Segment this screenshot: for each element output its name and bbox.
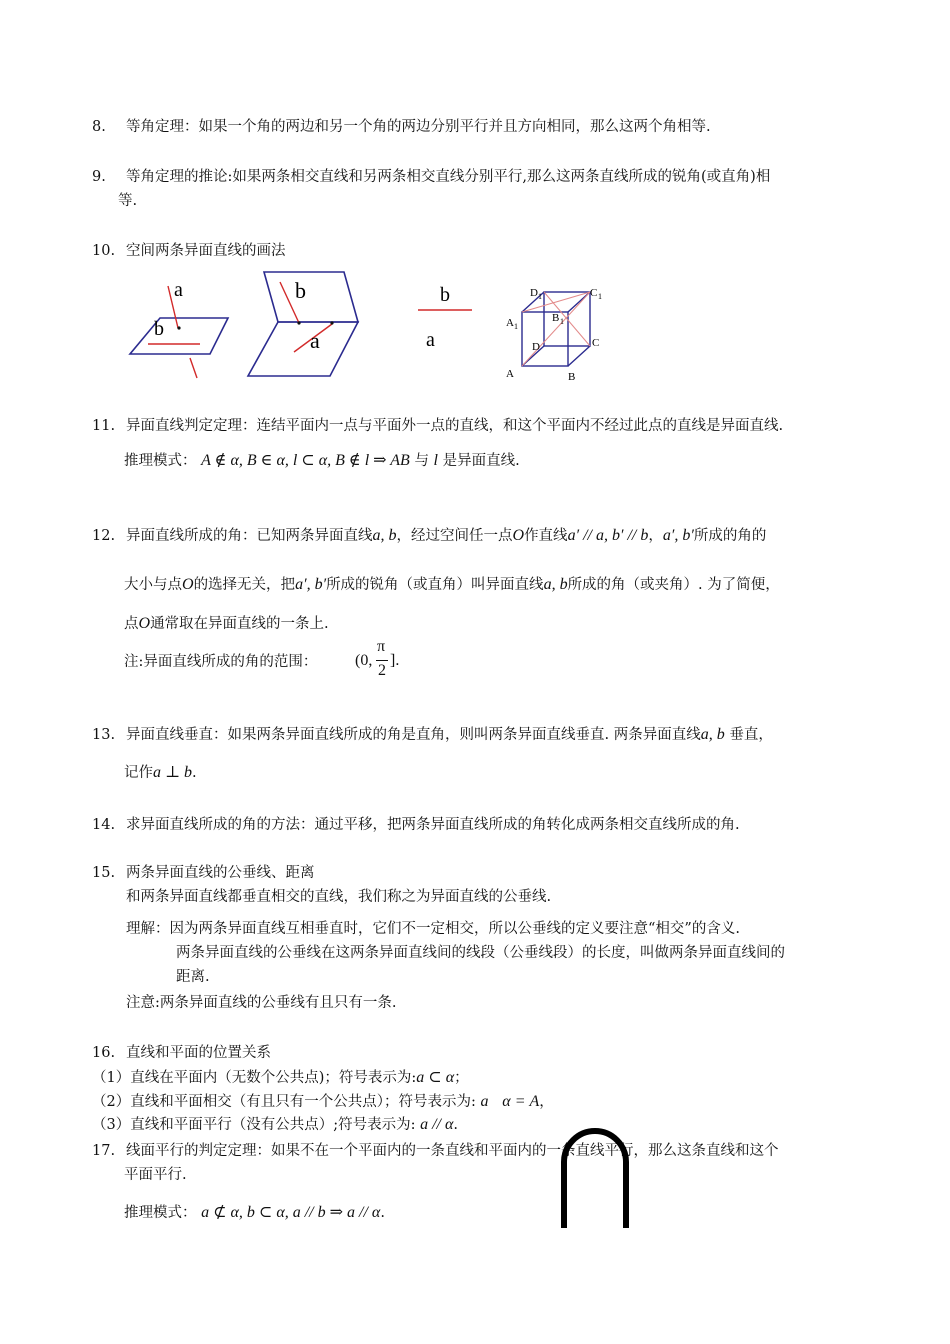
plane-shape bbox=[130, 318, 228, 354]
symbol-O: O bbox=[512, 527, 525, 544]
item-number: 17. bbox=[92, 1143, 116, 1159]
figure-two-planes bbox=[248, 272, 358, 376]
skew-lines-figure bbox=[120, 268, 620, 386]
label-D: D bbox=[532, 341, 540, 353]
item-10 bbox=[92, 241, 286, 261]
item-15-u3 bbox=[176, 967, 210, 987]
item-15-def bbox=[126, 887, 551, 907]
item-text: 空间两条异面直线的画法 bbox=[126, 243, 286, 259]
text: 点 bbox=[124, 616, 139, 632]
label-C1: C bbox=[590, 287, 598, 299]
item-number: 16. bbox=[92, 1045, 116, 1061]
item-number: 12. bbox=[92, 528, 116, 544]
lower-plane bbox=[248, 322, 358, 376]
intersection-arch-symbol bbox=[556, 1124, 634, 1230]
intersection-point bbox=[177, 326, 180, 329]
label-B: B bbox=[568, 371, 576, 383]
item-13-line2 bbox=[124, 763, 197, 783]
text: 记作 bbox=[124, 765, 153, 781]
item-9-cont bbox=[118, 191, 137, 211]
item-15-u2 bbox=[176, 943, 785, 963]
text: 异面直线所成的角：已知两条异面直线 bbox=[126, 528, 373, 544]
figure-cube bbox=[506, 287, 602, 383]
figure-plane-single bbox=[130, 279, 228, 378]
text: 的选择无关，把 bbox=[193, 577, 296, 593]
mode-label: 推理模式： bbox=[124, 1205, 197, 1221]
text: . bbox=[453, 1117, 459, 1133]
formula: a′, b′ bbox=[662, 527, 694, 544]
formula: a ⊄ α, b ⊂ α, a // b ⇒ a // α bbox=[201, 1204, 381, 1221]
item-16-case1 bbox=[92, 1068, 469, 1088]
label-a: a bbox=[426, 329, 435, 351]
item-12-line2 bbox=[124, 575, 780, 595]
point bbox=[330, 321, 333, 324]
label-A: A bbox=[506, 368, 514, 380]
text: 所成的锐角（或直角）叫异面直线 bbox=[326, 577, 544, 593]
item-number: 15. bbox=[92, 865, 116, 881]
item-16-case3 bbox=[92, 1115, 458, 1135]
item-text: 等角定理的推论:如果两条相交直线和另两条相交直线分别平行,那么这两条直线所成的锐角(或直角)相 bbox=[126, 169, 771, 185]
text: 理解：因为两条异面直线互相垂直时，它们不一定相交，所以公垂线的定义要注意“相交”的含义. bbox=[126, 921, 740, 937]
formula: A ∉ α, B ∈ α, l ⊂ α, B ∉ l ⇒ AB bbox=[201, 452, 410, 469]
text: （2）直线和平面相交（有且只有一个公共点）；符号表示为: bbox=[92, 1094, 476, 1110]
text: 通常取在异面直线的一条上. bbox=[150, 616, 329, 632]
formula: a, b bbox=[543, 576, 568, 593]
text: . bbox=[380, 1205, 385, 1221]
text: 作直线 bbox=[524, 528, 568, 544]
item-11-mode bbox=[124, 451, 520, 471]
formula: a′, b′ bbox=[295, 576, 327, 593]
item-12 bbox=[92, 526, 766, 546]
line-a-below bbox=[190, 358, 197, 378]
formula: a′ // a, b′ // b bbox=[567, 527, 649, 544]
item-text: 平面平行. bbox=[124, 1167, 187, 1183]
symbol-a: a bbox=[480, 1093, 489, 1110]
item-text: 等角定理：如果一个角的两边和另一个角的两边分别平行并且方向相同，那么这两个角相等. bbox=[126, 119, 711, 135]
mode-label: 推理模式： bbox=[124, 453, 197, 469]
point bbox=[297, 321, 300, 324]
label-b: b bbox=[440, 284, 450, 306]
symbol-O: O bbox=[182, 576, 194, 593]
label-b: b bbox=[154, 318, 164, 340]
item-title: 两条异面直线的公垂线、距离 bbox=[126, 865, 315, 881]
cube-edge bbox=[568, 346, 590, 366]
item-text: 等. bbox=[118, 193, 138, 209]
item-number: 8. bbox=[92, 119, 106, 135]
label-b: b bbox=[295, 278, 306, 303]
item-16 bbox=[92, 1043, 271, 1063]
item-11 bbox=[92, 416, 783, 436]
formula: a ⊂ α bbox=[416, 1069, 455, 1086]
item-number: 14. bbox=[92, 817, 116, 833]
text: 所成的角的 bbox=[693, 528, 767, 544]
text: 大小与点 bbox=[124, 577, 182, 593]
item-title: 直线和平面的位置关系 bbox=[126, 1045, 271, 1061]
text: ； bbox=[454, 1070, 469, 1086]
text: （3）直线和平面平行（没有公共点）;符号表示为: bbox=[92, 1117, 416, 1133]
item-text: 异面直线判定定理：连结平面内一点与平面外一点的直线，和这个平面内不经过此点的直线是异面直线. bbox=[126, 418, 784, 434]
item-text: 线面平行的判定定理：如果不在一个平面内的一条直线和平面内的一条直线平行，那么这条直线和这个 bbox=[126, 1143, 779, 1159]
text: 两条异面直线的公垂线在这两条异面直线间的线段（公垂线段）的长度，叫做两条异面直线间的 bbox=[176, 945, 785, 961]
formula: a, b bbox=[700, 726, 725, 743]
text: . bbox=[192, 765, 197, 781]
text: 是异面直线. bbox=[442, 453, 520, 469]
item-15-u1 bbox=[126, 919, 740, 939]
range-pi: π bbox=[377, 638, 386, 655]
item-12-note bbox=[124, 652, 317, 672]
label-B1-sub: 1 bbox=[560, 317, 564, 326]
label-a: a bbox=[174, 279, 183, 301]
item-8 bbox=[92, 117, 711, 137]
item-number: 11. bbox=[92, 418, 116, 434]
label-C: C bbox=[592, 337, 600, 349]
item-15 bbox=[92, 863, 315, 883]
label-C1-sub: 1 bbox=[598, 292, 602, 301]
formula: α = A bbox=[502, 1093, 540, 1110]
text: 距离. bbox=[176, 969, 210, 985]
item-9 bbox=[92, 167, 770, 187]
note-text: 注:异面直线所成的角的范围： bbox=[124, 654, 318, 670]
item-17 bbox=[92, 1141, 779, 1161]
item-number: 13. bbox=[92, 727, 116, 743]
item-number: 9. bbox=[92, 169, 106, 185]
item-15-note bbox=[126, 993, 397, 1013]
item-text: 求异面直线所成的角的方法：通过平移，把两条异面直线所成的角转化成两条相交直线所成的角. bbox=[126, 817, 740, 833]
formula: a, b bbox=[372, 527, 397, 544]
item-16-case2 bbox=[92, 1092, 554, 1112]
text: 与 bbox=[414, 453, 429, 469]
fraction-bar bbox=[376, 660, 388, 661]
upper-plane bbox=[264, 272, 358, 322]
definition: 和两条异面直线都垂直相交的直线，我们称之为异面直线的公垂线. bbox=[126, 889, 552, 905]
label-B1: B bbox=[552, 312, 560, 324]
symbol-l: l bbox=[433, 452, 438, 469]
label-a: a bbox=[310, 328, 320, 353]
formula: a ⊥ b bbox=[153, 764, 193, 781]
range-open: (0, bbox=[355, 652, 373, 669]
item-17-cont bbox=[124, 1165, 187, 1185]
note-text: 注意:两条异面直线的公垂线有且只有一条. bbox=[126, 995, 397, 1011]
figure-line-labels bbox=[418, 284, 472, 351]
label-D1-sub: 1 bbox=[538, 292, 542, 301]
symbol-O: O bbox=[138, 615, 151, 632]
label-A1-sub: 1 bbox=[514, 322, 518, 331]
label-D1: D bbox=[530, 287, 538, 299]
text: 垂直， bbox=[729, 727, 773, 743]
text: （1）直线在平面内（无数个公共点)；符号表示为: bbox=[92, 1070, 417, 1086]
item-number: 10. bbox=[92, 243, 116, 259]
range-two: 2 bbox=[378, 662, 386, 679]
text: 所成的角（或夹角）. 为了简便， bbox=[567, 577, 780, 593]
formula: a // α bbox=[420, 1116, 454, 1133]
label-A1: A bbox=[506, 317, 514, 329]
item-14 bbox=[92, 815, 740, 835]
item-13 bbox=[92, 725, 773, 745]
text: ，经过空间任一点 bbox=[396, 528, 513, 544]
range-close: ]. bbox=[390, 652, 400, 669]
item-17-mode bbox=[124, 1203, 385, 1223]
text: 异面直线垂直：如果两条异面直线所成的角是直角，则叫两条异面直线垂直. 两条异面直线 bbox=[126, 727, 701, 743]
text: ， bbox=[648, 528, 663, 544]
text: ， bbox=[539, 1094, 554, 1110]
item-12-line3 bbox=[124, 614, 329, 634]
